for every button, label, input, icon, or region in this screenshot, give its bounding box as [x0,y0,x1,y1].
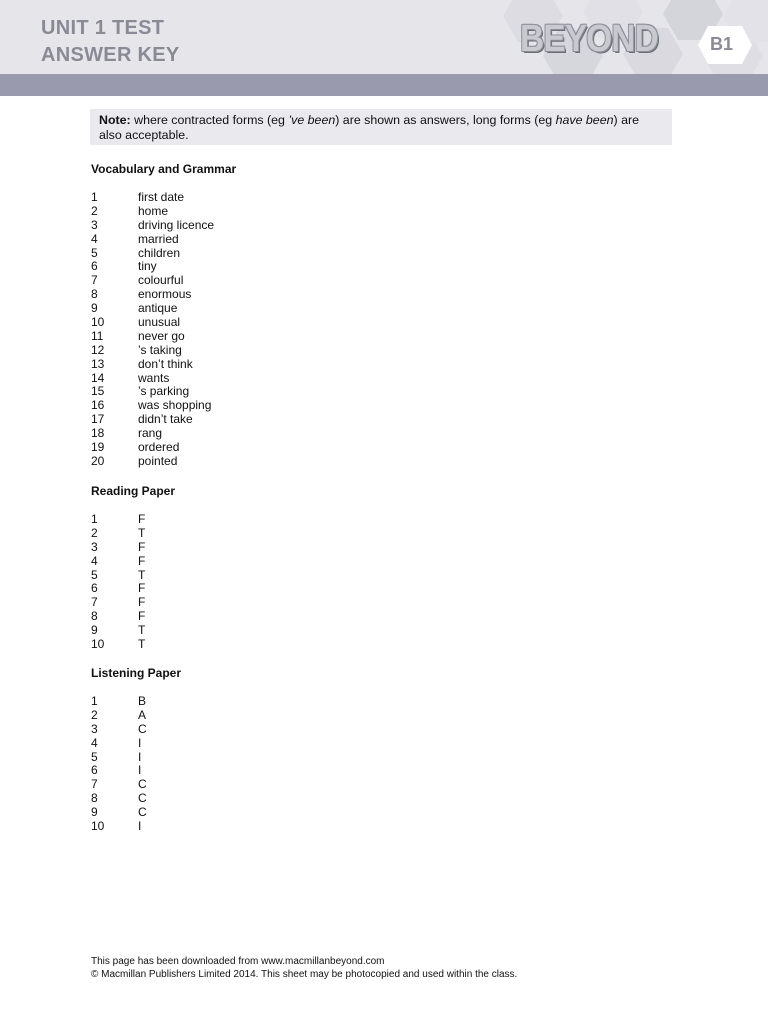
answer-text: F [138,512,146,526]
question-number: 8 [91,287,98,302]
answer-text: don’t think [138,356,193,371]
answer-row [91,610,175,624]
answer-text: I [138,819,142,834]
answer-row [91,441,236,455]
answer-row [91,541,175,555]
answer-text: children [138,245,181,260]
beyond-logo: BEYOND [520,18,658,60]
section-listening-paper [91,666,181,834]
question-number: 9 [91,301,98,316]
answer-text: was shopping [138,398,212,413]
question-number: 2 [91,525,98,540]
header-band [0,74,768,96]
answer-row [91,778,181,792]
question-number: 10 [91,637,105,652]
answer-row [91,205,236,219]
question-number: 9 [91,805,98,820]
answer-text: F [138,581,146,596]
answer-row [91,247,236,261]
answer-text: ’s parking [138,384,190,399]
section-vocabulary-grammar [91,162,236,469]
answer-text: never go [138,328,185,343]
answer-text: pointed [138,453,178,468]
answer-text: ordered [138,440,180,455]
answer-row [91,274,236,288]
answer-text: C [138,791,147,806]
note-text-middle: ) are shown as answers, long forms (eg [335,113,556,127]
answer-text: T [138,637,146,652]
question-number: 10 [91,315,105,330]
section-title: Listening Paper [91,666,182,680]
question-number: 4 [91,553,98,568]
answer-text: C [138,777,147,792]
note-example-long: have been [555,113,614,127]
question-number: 1 [91,694,98,708]
page-header [0,0,768,74]
question-number: 4 [91,735,98,750]
question-number: 6 [91,259,98,274]
question-number: 17 [91,412,105,427]
answer-text: colourful [138,273,184,288]
question-number: 15 [91,384,105,399]
answer-text: first date [138,190,185,204]
answer-text: ’s taking [138,342,182,357]
test-title: UNIT 1 TEST [41,17,165,39]
question-number: 5 [91,749,98,764]
question-number: 8 [91,609,98,624]
answer-text: home [138,203,169,218]
question-number: 3 [91,721,98,736]
answer-row [91,751,181,765]
answer-row [91,513,175,527]
question-number: 2 [91,203,98,218]
question-number: 1 [91,512,98,526]
answer-row [91,527,175,541]
answer-text: unusual [138,315,181,330]
answer-text: I [138,763,142,778]
note-box [90,109,672,145]
answer-row [91,413,236,427]
question-number: 7 [91,273,98,288]
question-number: 16 [91,398,105,413]
level-badge: B1 [710,34,734,54]
question-number: 6 [91,763,98,778]
answer-row [91,372,236,386]
answer-row [91,344,236,358]
question-number: 1 [91,190,98,204]
question-number: 5 [91,567,98,582]
note-text-before: where contracted forms (eg [130,113,289,127]
answer-row [91,316,236,330]
answer-row [91,638,175,652]
page-footer [91,956,517,981]
note-label: Note: [99,113,131,127]
answer-row [91,385,236,399]
question-number: 6 [91,581,98,596]
question-number: 8 [91,791,98,806]
question-number: 18 [91,426,105,441]
answer-row [91,569,175,583]
question-number: 13 [91,356,105,371]
answer-text: I [138,735,142,750]
answer-row [91,455,236,469]
answer-text: married [138,231,179,246]
answer-text: T [138,623,146,638]
answer-row [91,302,236,316]
answer-row [91,764,181,778]
answer-row [91,723,181,737]
answer-text: rang [138,426,163,441]
answer-row [91,555,175,569]
question-number: 4 [91,231,98,246]
answer-row [91,358,236,372]
answer-row [91,219,236,233]
answer-text: F [138,595,146,610]
note-text-after: ) are also acceptable. [99,113,639,142]
answer-key-title: ANSWER KEY [41,44,180,66]
footer-download-source: This page has been downloaded from www.macmillanbeyond.com [91,956,385,967]
answer-text: T [138,567,146,582]
answer-text: F [138,553,146,568]
section-title: Reading Paper [91,484,176,498]
answer-row [91,191,236,205]
answer-text: C [138,805,147,820]
answer-row [91,737,181,751]
answer-row [91,330,236,344]
note-example-contracted: ’ve been [288,113,336,127]
answer-text: didn’t take [138,412,193,427]
answer-row [91,427,236,441]
question-number: 9 [91,623,98,638]
question-number: 10 [91,819,105,834]
answer-text: antique [138,301,178,316]
answer-text: B [138,694,147,708]
answer-row [91,806,181,820]
answer-row [91,624,175,638]
question-number: 14 [91,370,105,385]
question-number: 11 [91,328,104,343]
question-number: 7 [91,777,98,792]
section-title: Vocabulary and Grammar [91,162,237,176]
question-number: 5 [91,245,98,260]
question-number: 20 [91,453,105,468]
answer-row [91,233,236,247]
question-number: 3 [91,539,98,554]
answer-text: tiny [138,259,157,274]
answer-row [91,260,236,274]
question-number: 12 [91,342,105,357]
answer-row [91,399,236,413]
question-number: 19 [91,440,105,455]
answer-text: enormous [138,287,192,302]
answer-text: C [138,721,147,736]
answer-row [91,596,175,610]
answer-text: F [138,539,146,554]
answer-row [91,582,175,596]
answer-row [91,695,181,709]
question-number: 2 [91,707,98,722]
answer-row [91,792,181,806]
answer-text: A [138,707,147,722]
footer-copyright: © Macmillan Publishers Limited 2014. This sheet may be photocopied and used within the class. [91,968,518,980]
section-reading-paper [91,484,175,652]
answer-row [91,820,181,834]
answer-row [91,709,181,723]
answer-text: wants [138,370,170,385]
answer-text: I [138,749,142,764]
question-number: 7 [91,595,98,610]
answer-text: T [138,525,146,540]
answer-text: driving licence [138,217,215,232]
question-number: 3 [91,217,98,232]
answer-text: F [138,609,146,624]
answer-row [91,288,236,302]
